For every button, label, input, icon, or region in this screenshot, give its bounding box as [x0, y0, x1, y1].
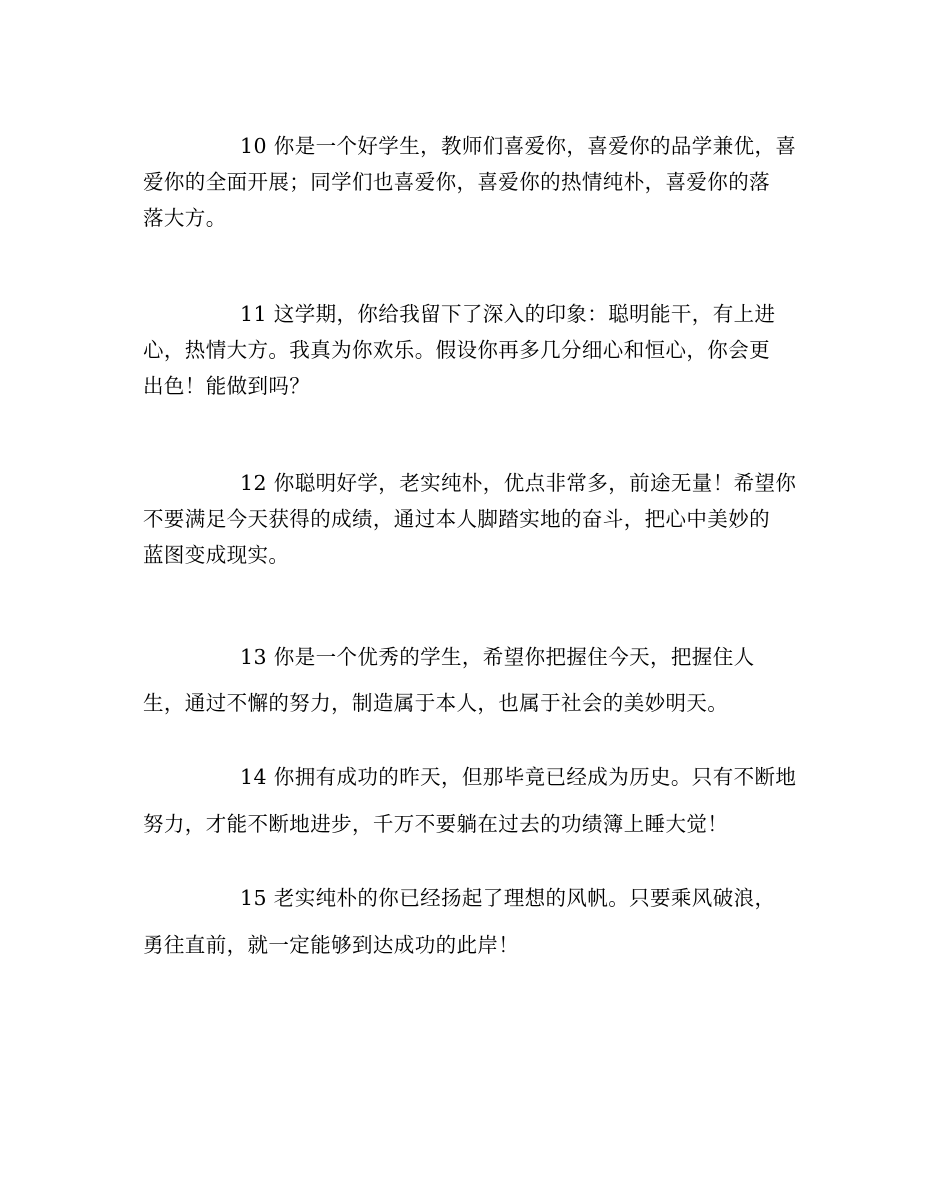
paragraph-line: 不要满足今天获得的成绩，通过本人脚踏实地的奋斗，把心中美妙的	[143, 507, 770, 531]
paragraph-line: 蓝图变成现实。	[143, 543, 290, 567]
paragraph-line: 生，通过不懈的努力，制造属于本人，也属于社会的美妙明天。	[143, 691, 729, 715]
paragraph-line: 落大方。	[143, 206, 227, 230]
paragraph-line: 12 你聪明好学，老实纯朴，优点非常多，前途无量！希望你	[240, 471, 797, 495]
paragraph-line: 13 你是一个优秀的学生，希望你把握住今天，把握住人	[240, 645, 755, 669]
paragraph-line: 11 这学期，你给我留下了深入的印象：聪明能干，有上进	[240, 302, 776, 326]
paragraph-line: 努力，才能不断地进步，千万不要躺在过去的功绩簿上睡大觉！	[143, 812, 729, 836]
paragraph-line: 爱你的全面开展；同学们也喜爱你，喜爱你的热情纯朴，喜爱你的落	[143, 170, 770, 194]
paragraph-line: 心，热情大方。我真为你欢乐。假设你再多几分细心和恒心，你会更	[143, 338, 770, 362]
paragraph-line: 14 你拥有成功的昨天，但那毕竟已经成为历史。只有不断地	[240, 765, 797, 789]
paragraph-line: 勇往直前，就一定能够到达成功的此岸！	[143, 933, 520, 957]
paragraph-line: 15 老实纯朴的你已经扬起了理想的风帆。只要乘风破浪，	[240, 886, 776, 910]
paragraph-line: 出色！能做到吗？	[143, 374, 311, 398]
paragraph-line: 10 你是一个好学生，教师们喜爱你，喜爱你的品学兼优，喜	[240, 134, 797, 158]
